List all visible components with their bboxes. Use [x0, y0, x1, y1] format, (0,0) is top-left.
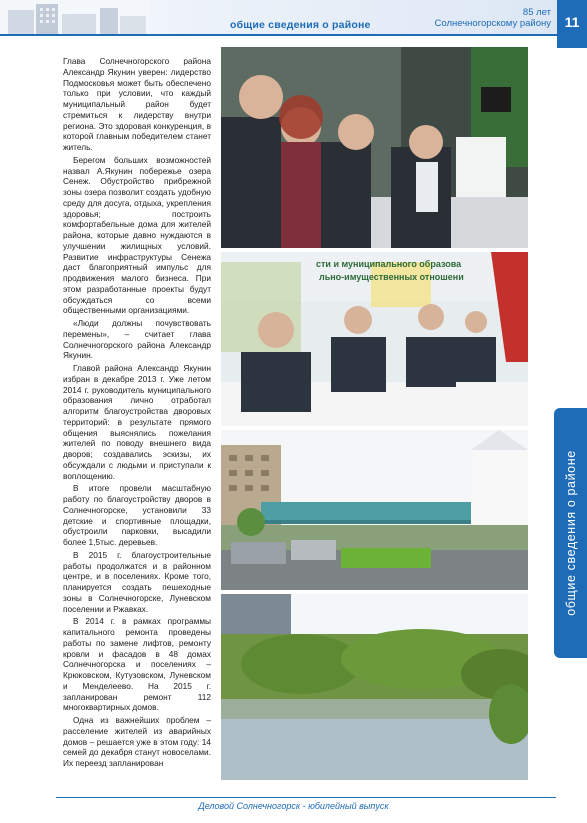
footer-rule: [56, 797, 556, 798]
article-paragraph: В итоге провели масштабную работу по благоустройству дворов в Солнечногорске, установили 33 детские и спортивные площадки, обустроили парковки, высадили более 1,5тыс. деревьев.: [63, 483, 211, 547]
section-title: общие сведения о районе: [230, 19, 371, 31]
header-rule: [0, 34, 560, 36]
photo-lake: [221, 594, 528, 780]
article-paragraph: «Люди должны почувствовать перемены», – считает глава Солнечногорского района Александр Якунин.: [63, 318, 211, 361]
photo-officials-at-display: [221, 47, 528, 248]
page-header: [0, 0, 587, 36]
anniversary-line-1: 85 лет: [522, 7, 551, 18]
article-paragraph: В 2014 г. в рамках программы капитального ремонта проведены работы по замене лифтов, ремонту кровли и фасадов в 48 домах Солнечногорска и поселениях – Крюковском, Кутузовском, Луневском и Менделеево. На 2015 г. запланирован ремонт 112 многоквартирных домов.: [63, 616, 211, 713]
anniversary-label: [435, 7, 551, 29]
anniversary-line-2: Солнечногорскому району: [434, 18, 551, 29]
article-column: [63, 56, 211, 769]
article-paragraph: Главой района Александр Якунин избран в декабре 2013 г. Уже летом 2014 г. руководитель муниципального образования лично отработал алгоритм благоустройства дворовых территорий: в результате прямого общения выяснялись пожелания жителей по поводу внешнего вида дворов; создавались эскизы, их обсуждали с людьми и приступали к воплощению.: [63, 363, 211, 481]
article-paragraph: В 2015 г. благоустроительные работы продолжатся и в районном центре, и в поселениях. Кроме того, планируется создать пешеходные зоны в Солнечногорске, Луневском поселении и Ржавках.: [63, 549, 211, 614]
banner-text-line-2: льно-имущественных отношени: [319, 272, 464, 282]
banner-text-line-1: сти и муниципального образова: [316, 259, 462, 269]
article-paragraph: Одна из важнейших проблем – расселение жителей из аварийных домов – решается уже в этом году: 14 семей до декабря станут новоселами. Их переезд запланирован: [63, 715, 211, 768]
city-skyline-image: [0, 0, 150, 36]
photo-meeting: [221, 252, 528, 426]
page-number: 11: [564, 14, 580, 30]
side-section-label: общие сведения о районе: [564, 450, 578, 616]
photo-pedestrian-bridge: [221, 430, 528, 590]
article-paragraph: Глава Солнечногорского района Александр Якунин уверен: лидерство Подмосковья может быть обеспечено только при условии, что каждый муниципальный район будет стремиться к лидерству внутри региона. Это здоровая конкуренция, в которой главным победителем станет житель.: [63, 56, 211, 152]
article-paragraph: Берегом больших возможностей назвал А.Якунин побережье озера Сенеж. Обустройство прибрежной зоны озера позволит создать удобную среду для досуга, отдыха, укрепления здоровья; построить комфортабельные дома для жителей района, которые давно нуждаются в улучшении жилищных условий. Развитие инфраструктуры Сенежа даст благоприятный импульс для продвижения малого бизнеса. При этом разработанные проекты будут обсуждаться со всеми общественными организациями.: [63, 154, 211, 316]
footer-text: Деловой Солнечногорск - юбилейный выпуск: [198, 801, 389, 811]
